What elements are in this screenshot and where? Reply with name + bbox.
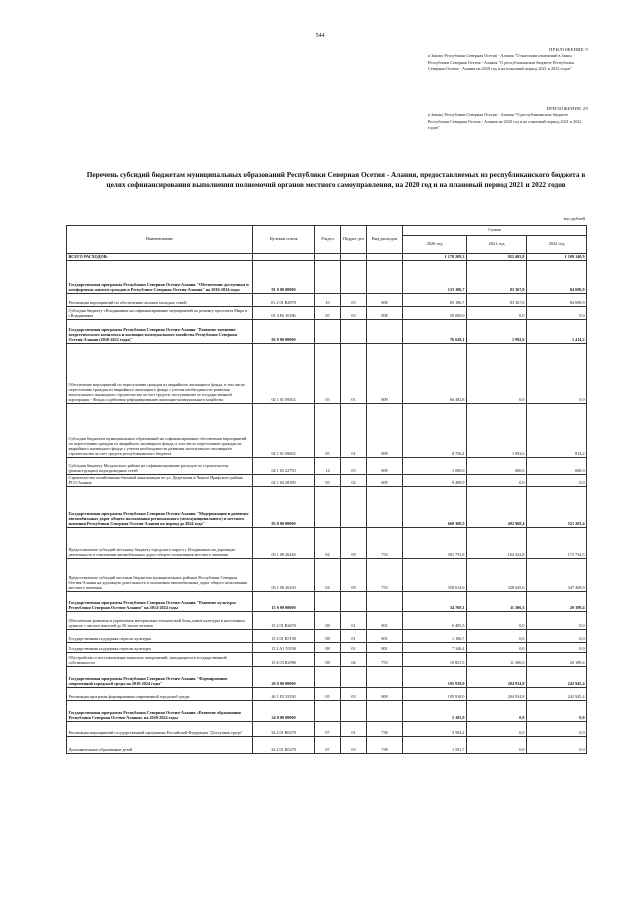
cell-2020: 83 186,7 bbox=[403, 294, 467, 307]
cell-vid: 808 bbox=[367, 307, 403, 320]
cell-section bbox=[315, 261, 341, 294]
cell-section: 08 bbox=[315, 653, 341, 667]
cell-name: Реализация мероприятий по обеспечению жильем молодых семей bbox=[67, 294, 253, 307]
cell-name: Предоставление субсидий местному бюджету городского округа г. Владикавказ на дорожную деятельность в отношении автомобильных дорог общего пользования местного значения bbox=[67, 528, 253, 559]
cell-section: 04 bbox=[315, 528, 341, 559]
cell-2022: 1 414,2 bbox=[527, 320, 587, 344]
cell-name: Государственная программа Республики Северная Осетия-Алания "Модернизация и развитие автомобильных дорог общего пользования регионального (межмуниципального) и местного значения Республики Северная Осетия-Алания на период до 2024 года" bbox=[67, 487, 253, 528]
cell-name: Обеспечение развития и укрепления материально-технической базы домов культуры в населенных пунктах с числом жителей до 50 тысяч человек bbox=[67, 612, 253, 630]
cell-2022: 0,0 bbox=[527, 630, 587, 643]
cell-name: Государственная программа Республики Северная Осетия-Алания "Развитие топливно-энергетического комплекса и жилищно-коммунального хозяйства Республики Северная Осетия-Алания (2020-2022 годы)" bbox=[67, 320, 253, 344]
cell-2022: 0,0 bbox=[527, 475, 587, 487]
cell-subsection bbox=[341, 261, 367, 294]
cell-2021: 0,0 bbox=[467, 307, 527, 320]
cell-2020: 66 492,8 bbox=[403, 344, 467, 404]
cell-vid: 809 bbox=[367, 475, 403, 487]
cell-vid bbox=[367, 261, 403, 294]
cell-name: Государственная поддержка отрасли культуры bbox=[67, 643, 253, 653]
cell-2020: 50 000,0 bbox=[403, 307, 467, 320]
cell-target bbox=[253, 254, 315, 261]
cell-vid: 809 bbox=[367, 458, 403, 475]
cell-vid: 809 bbox=[367, 688, 403, 701]
cell-2022: 0,0 bbox=[527, 643, 587, 653]
cell-section: 10 bbox=[315, 294, 341, 307]
cell-2022: 0,0 bbox=[527, 612, 587, 630]
cell-name: Государственная программа Республики Северная Осетия-Алания "Обеспечение доступным и комфортным жильем граждан в Республике Северная Осетия-Алания" на 2016-2024 годы bbox=[67, 261, 253, 294]
cell-name: Дополнительное образование детей bbox=[67, 737, 253, 754]
cell-target: 15 4 03 R2990 bbox=[253, 653, 315, 667]
cell-2021: 0,0 bbox=[467, 344, 527, 404]
cell-name: Обустройство и восстановление воинских захоронений, находящихся в государственной собственности bbox=[67, 653, 253, 667]
table-row bbox=[67, 294, 587, 307]
cell-section: 05 bbox=[315, 344, 341, 404]
cell-target: 15 2 01 R5190 bbox=[253, 630, 315, 643]
cell-2022: 173 734,5 bbox=[527, 528, 587, 559]
cell-2021: 11 306,5 bbox=[467, 653, 527, 667]
cell-2022: 521 203,4 bbox=[527, 487, 587, 528]
cell-target: 01 0 00 00000 bbox=[253, 261, 315, 294]
cell-vid: 801 bbox=[367, 643, 403, 653]
cell-2021: 492 968,4 bbox=[467, 487, 527, 528]
cell-vid: 753 bbox=[367, 653, 403, 667]
cell-2020: 1 178 209,3 bbox=[403, 254, 467, 261]
table-row bbox=[67, 688, 587, 701]
cell-2021: 0,0 bbox=[467, 475, 527, 487]
cell-name: Государственная программа Республики Северная Осетия-Алания "Формирование современной городской среды на 2018-2024 годы" bbox=[67, 667, 253, 688]
cell-section: 07 bbox=[315, 722, 341, 737]
cell-2020: 5 185,9 bbox=[403, 701, 467, 722]
cell-vid: 809 bbox=[367, 404, 403, 458]
cell-target: 02 1 03 22750 bbox=[253, 458, 315, 475]
table-row bbox=[67, 528, 587, 559]
header-vid: Вид расходов bbox=[367, 226, 403, 254]
cell-2021: 1 992,6 bbox=[467, 404, 527, 458]
header-subsection: Подраз-дел bbox=[341, 226, 367, 254]
cell-2022: 814,2 bbox=[527, 404, 587, 458]
cell-2021: 204 934,8 bbox=[467, 688, 527, 701]
cell-2022: 600,0 bbox=[527, 458, 587, 475]
cell-2020: 195 918,0 bbox=[403, 688, 467, 701]
cell-target: 02 1 04 28189 bbox=[253, 475, 315, 487]
table-row bbox=[67, 612, 587, 630]
cell-target: 15 2 A1 55190 bbox=[253, 643, 315, 653]
cell-section bbox=[315, 592, 341, 612]
cell-target: 01 4 F6 10186 bbox=[253, 307, 315, 320]
cell-name: Обеспечение мероприятий по переселению граждан из аварийного жилищного фонда, в том числе переселению граждан из аварийного жилищного фонда с учетом необходимости развития малоэтажного жилищного строительства за счет средств, поступивших от государственной корпорации - Фонда содействия реформированию жилищно-коммунального хозяйства bbox=[67, 344, 253, 404]
cell-name: Строительство хозяйственно-бытовой канализации по ул. Дедегкаева в Чиколе Ирафского района РСО-Алания bbox=[67, 475, 253, 487]
cell-vid bbox=[367, 254, 403, 261]
table-row bbox=[67, 592, 587, 612]
cell-vid: 738 bbox=[367, 737, 403, 754]
cell-2022: 0,0 bbox=[527, 307, 587, 320]
cell-vid bbox=[367, 320, 403, 344]
cell-2020: 301 753,8 bbox=[403, 528, 467, 559]
cell-target: 15 2 01 R4670 bbox=[253, 612, 315, 630]
cell-section bbox=[315, 254, 341, 261]
annex-1-title: ПРИЛОЖЕНИЕ 9 bbox=[549, 47, 588, 52]
cell-section bbox=[315, 701, 341, 722]
table-row bbox=[67, 722, 587, 737]
cell-vid: 808 bbox=[367, 294, 403, 307]
cell-2021: 600,0 bbox=[467, 458, 527, 475]
cell-section: 04 bbox=[315, 559, 341, 592]
cell-vid: 753 bbox=[367, 559, 403, 592]
cell-name: Государственная программа Республики Северная Осетия-Алания «Развитие образования Республики Северная Осетия-Алания» на 2020-2024 годы bbox=[67, 701, 253, 722]
cell-2021: 83 367,0 bbox=[467, 261, 527, 294]
cell-name: Субсидия бюджетам муниципальных образований на софинансирование обеспечения мероприятий по переселению граждан из аварийного жилищного фонда, в том числе переселению граждан из аварийного жилищного фонда с учетом необходимости развития малоэтажного жилищного строительства за счет средств республиканского бюджета bbox=[67, 404, 253, 458]
cell-name: Государственная программа Республики Северная Осетия-Алания "Развитие культуры Республики Северная Осетия-Алания" на 2014-2024 годы bbox=[67, 592, 253, 612]
table-row bbox=[67, 475, 587, 487]
cell-2022: 0,0 bbox=[527, 722, 587, 737]
cell-subsection: 01 bbox=[341, 630, 367, 643]
cell-subsection: 03 bbox=[341, 294, 367, 307]
table-row bbox=[67, 630, 587, 643]
cell-subsection: 04 bbox=[341, 653, 367, 667]
cell-2022: 84 690,9 bbox=[527, 294, 587, 307]
cell-name: ВСЕГО РАСХОДОВ: bbox=[67, 254, 253, 261]
cell-subsection bbox=[341, 320, 367, 344]
cell-2021: 204 934,8 bbox=[467, 667, 527, 688]
cell-section bbox=[315, 487, 341, 528]
table-row bbox=[67, 667, 587, 688]
cell-subsection: 01 bbox=[341, 612, 367, 630]
table-row bbox=[67, 701, 587, 722]
cell-2020: 34 760,1 bbox=[403, 592, 467, 612]
cell-2021: 0,0 bbox=[467, 701, 527, 722]
cell-subsection: 03 bbox=[341, 307, 367, 320]
cell-section: 05 bbox=[315, 404, 341, 458]
cell-name: Реализация программ формирования современной городской среды bbox=[67, 688, 253, 701]
cell-vid bbox=[367, 667, 403, 688]
table-row bbox=[67, 254, 587, 261]
cell-subsection: 03 bbox=[341, 737, 367, 754]
cell-2020: 8 756,4 bbox=[403, 404, 467, 458]
cell-name: Государственная поддержка отрасли культуры bbox=[67, 630, 253, 643]
header-name: Наименование bbox=[67, 226, 253, 254]
cell-2020: 19 821,5 bbox=[403, 653, 467, 667]
table-row bbox=[67, 344, 587, 404]
cell-subsection bbox=[341, 254, 367, 261]
cell-2022: 347 468,9 bbox=[527, 559, 587, 592]
cell-2020: 1 591,7 bbox=[403, 737, 467, 754]
cell-2022: 1 109 140,9 bbox=[527, 254, 587, 261]
cell-2020: 7 346,4 bbox=[403, 643, 467, 653]
cell-subsection bbox=[341, 701, 367, 722]
table-row bbox=[67, 737, 587, 754]
cell-vid: 738 bbox=[367, 722, 403, 737]
cell-target: 34 2 01 R0270 bbox=[253, 722, 315, 737]
cell-2021: 922 405,8 bbox=[467, 254, 527, 261]
annex-2-title: ПРИЛОЖЕНИЕ 29 bbox=[546, 106, 588, 111]
header-2022: 2022 год bbox=[527, 236, 587, 254]
cell-target: 02 0 00 00000 bbox=[253, 320, 315, 344]
table-row bbox=[67, 307, 587, 320]
cell-2020: 660 368,5 bbox=[403, 487, 467, 528]
cell-subsection bbox=[341, 487, 367, 528]
header-section: Раздел bbox=[315, 226, 341, 254]
cell-2020: 6 405,5 bbox=[403, 612, 467, 630]
cell-name: Субсидия бюджету г.Владикавказ на софинансирование мероприятий по ремонту проспекта Мира в г.Владикавказ bbox=[67, 307, 253, 320]
cell-vid bbox=[367, 487, 403, 528]
annex-block-2 bbox=[428, 106, 588, 132]
table-row bbox=[67, 320, 587, 344]
cell-2022: 0,0 bbox=[527, 737, 587, 754]
cell-2020: 358 614,6 bbox=[403, 559, 467, 592]
cell-section bbox=[315, 667, 341, 688]
cell-section: 08 bbox=[315, 630, 341, 643]
annex-1-text: к Закону Республики Северная Осетия - Алания "О внесении изменений в Закон Республики Северная Осетия - Алания "О республиканском бюджете Республики Северная Осетия - Алания на 2020 год и на плановый период 2021 и 2022 годов" bbox=[428, 53, 574, 72]
cell-2022: 20 189,4 bbox=[527, 592, 587, 612]
table-row bbox=[67, 653, 587, 667]
cell-2021: 164 322,8 bbox=[467, 528, 527, 559]
cell-section: 05 bbox=[315, 475, 341, 487]
cell-2020: 3 594,2 bbox=[403, 722, 467, 737]
cell-subsection: 01 bbox=[341, 344, 367, 404]
cell-subsection bbox=[341, 592, 367, 612]
table-row bbox=[67, 404, 587, 458]
cell-section: 08 bbox=[315, 643, 341, 653]
document-title: Перечень субсидий бюджетам муниципальных образований Республики Северная Осетия - Алания, предоставляемых из республиканского бюджета в целях софинансирования выполнения полномочий органов местного самоуправления, на 2020 год и на плановый период 2021 и 2022 годов bbox=[86, 170, 586, 189]
cell-2022: 84 690,9 bbox=[527, 261, 587, 294]
header-2020: 2020 год bbox=[403, 236, 467, 254]
table-row bbox=[67, 261, 587, 294]
cell-target: 34 2 01 R0270 bbox=[253, 737, 315, 754]
cell-2021: 0,0 bbox=[467, 612, 527, 630]
cell-section: 05 bbox=[315, 688, 341, 701]
cell-target: 03 0 00 00000 bbox=[253, 487, 315, 528]
cell-2021: 83 367,0 bbox=[467, 294, 527, 307]
cell-2022: 20 189,4 bbox=[527, 653, 587, 667]
cell-subsection: 03 bbox=[341, 688, 367, 701]
cell-2020: 9 498,9 bbox=[403, 475, 467, 487]
cell-vid: 753 bbox=[367, 528, 403, 559]
cell-section: 05 bbox=[315, 307, 341, 320]
cell-target: 02 1 01 09602 bbox=[253, 404, 315, 458]
cell-target: 15 0 00 00000 bbox=[253, 592, 315, 612]
cell-subsection: 09 bbox=[341, 528, 367, 559]
cell-vid: 809 bbox=[367, 344, 403, 404]
table-row bbox=[67, 487, 587, 528]
cell-subsection: 01 bbox=[341, 643, 367, 653]
cell-name: Реализация мероприятий государственной программы Российской Федерации "Доступная среда" bbox=[67, 722, 253, 737]
cell-2021: 0,0 bbox=[467, 630, 527, 643]
annex-2-text: к Закону Республики Северная Осетия - Алания "О республиканском бюджете Республики Северная Осетия - Алания на 2020 год и на плановый период 2021 и 2022 годов" bbox=[428, 112, 582, 131]
cell-2021: 0,0 bbox=[467, 643, 527, 653]
cell-2022: 242 945,4 bbox=[527, 667, 587, 688]
cell-2021: 328 645,6 bbox=[467, 559, 527, 592]
table-row bbox=[67, 458, 587, 475]
cell-target: 03 1 08 26250 bbox=[253, 559, 315, 592]
cell-target: 34 0 00 00000 bbox=[253, 701, 315, 722]
subsidies-table bbox=[66, 225, 587, 754]
cell-vid: 801 bbox=[367, 612, 403, 630]
header-sum: Сумма bbox=[403, 226, 587, 236]
cell-2020: 1 000,0 bbox=[403, 458, 467, 475]
cell-target: 02 1 01 09502 bbox=[253, 344, 315, 404]
cell-vid bbox=[367, 701, 403, 722]
cell-name: Предоставление субсидий местным бюджетам муниципальных районов Республики Северная Осетия-Алания на дорожную деятельность в отношении автомобильных дорог общего пользования местного значения bbox=[67, 559, 253, 592]
cell-2020: 195 918,0 bbox=[403, 667, 467, 688]
cell-2022: 242 945,4 bbox=[527, 688, 587, 701]
cell-target: 26 0 00 00000 bbox=[253, 667, 315, 688]
cell-vid: 801 bbox=[367, 630, 403, 643]
cell-2022: 0,0 bbox=[527, 344, 587, 404]
cell-2021: 0,0 bbox=[467, 737, 527, 754]
annex-block-1 bbox=[428, 47, 588, 73]
cell-target: 01 2 01 R4970 bbox=[253, 294, 315, 307]
cell-subsection: 01 bbox=[341, 404, 367, 458]
cell-2021: 0,0 bbox=[467, 722, 527, 737]
cell-target: 26 1 F2 55550 bbox=[253, 688, 315, 701]
cell-section: 14 bbox=[315, 458, 341, 475]
page-number: 544 bbox=[315, 33, 325, 39]
cell-name: Субсидия бюджету Моздокского района на софинансирование расходов по строительству (реконструкции) водопроводных сетей bbox=[67, 458, 253, 475]
header-target: Целевая статья bbox=[253, 226, 315, 254]
cell-subsection: 02 bbox=[341, 475, 367, 487]
cell-section bbox=[315, 320, 341, 344]
cell-section: 08 bbox=[315, 612, 341, 630]
cell-2021: 11 306,5 bbox=[467, 592, 527, 612]
unit-label: тыс.рублей bbox=[563, 216, 585, 221]
cell-2022: 0,0 bbox=[527, 701, 587, 722]
cell-section: 07 bbox=[315, 737, 341, 754]
cell-2021: 1 992,6 bbox=[467, 320, 527, 344]
cell-subsection bbox=[341, 667, 367, 688]
cell-2020: 76 628,1 bbox=[403, 320, 467, 344]
cell-target: 03 1 08 26240 bbox=[253, 528, 315, 559]
cell-subsection: 09 bbox=[341, 559, 367, 592]
cell-2020: 133 186,7 bbox=[403, 261, 467, 294]
table-row bbox=[67, 559, 587, 592]
cell-vid bbox=[367, 592, 403, 612]
cell-subsection: 01 bbox=[341, 722, 367, 737]
cell-2020: 1 106,7 bbox=[403, 630, 467, 643]
header-2021: 2021 год bbox=[467, 236, 527, 254]
cell-subsection: 03 bbox=[341, 458, 367, 475]
table-row bbox=[67, 643, 587, 653]
